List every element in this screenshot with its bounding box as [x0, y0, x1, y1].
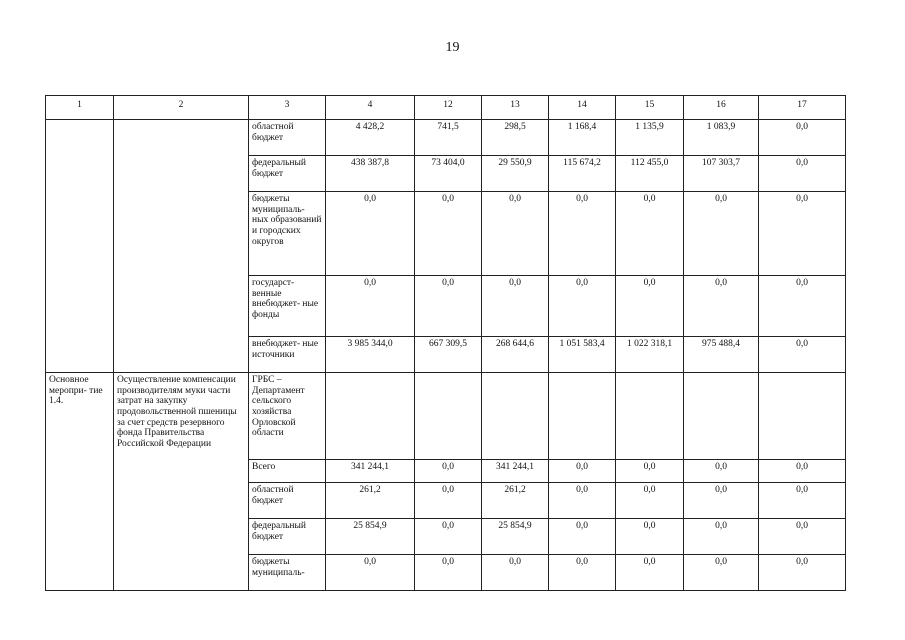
- value-cell: 0,0: [549, 483, 616, 519]
- value-cell: 0,0: [759, 483, 846, 519]
- value-cell: 0,0: [616, 460, 684, 483]
- value-cell: 0,0: [759, 337, 846, 373]
- value-cell: 0,0: [415, 460, 482, 483]
- funding-source: бюджеты муниципаль- ных образований и городских округов: [249, 192, 326, 276]
- value-cell: 73 404,0: [415, 156, 482, 192]
- value-cell: 261,2: [326, 483, 415, 519]
- value-cell: 0,0: [616, 483, 684, 519]
- value-cell: 0,0: [616, 519, 684, 555]
- value-cell: 0,0: [759, 519, 846, 555]
- value-cell: 0,0: [759, 192, 846, 276]
- value-cell: 1 135,9: [616, 120, 684, 156]
- value-cell: 0,0: [684, 555, 759, 591]
- value-cell: 975 488,4: [684, 337, 759, 373]
- value-cell: 29 550,9: [482, 156, 549, 192]
- value-cell: 1 083,9: [684, 120, 759, 156]
- value-cell: 341 244,1: [482, 460, 549, 483]
- value-cell: [415, 373, 482, 460]
- value-cell: 0,0: [759, 120, 846, 156]
- funding-source: внебюджет- ные источники: [249, 337, 326, 373]
- table-row: [46, 120, 846, 156]
- value-cell: 0,0: [326, 192, 415, 276]
- value-cell: 3 985 344,0: [326, 337, 415, 373]
- value-cell: 0,0: [549, 192, 616, 276]
- funding-source: федеральный бюджет: [249, 156, 326, 192]
- value-cell: 0,0: [759, 156, 846, 192]
- value-cell: 1 022 318,1: [616, 337, 684, 373]
- value-cell: 341 244,1: [326, 460, 415, 483]
- value-cell: 0,0: [326, 276, 415, 337]
- value-cell: 298,5: [482, 120, 549, 156]
- column-header: 4: [326, 96, 415, 120]
- value-cell: 0,0: [549, 555, 616, 591]
- funding-source: государст- венные внебюджет- ные фонды: [249, 276, 326, 337]
- value-cell: 0,0: [415, 483, 482, 519]
- value-cell: 25 854,9: [482, 519, 549, 555]
- column-header: 13: [482, 96, 549, 120]
- budget-table: [45, 95, 846, 591]
- value-cell: 0,0: [482, 555, 549, 591]
- column-header: 3: [249, 96, 326, 120]
- value-cell: [616, 373, 684, 460]
- value-cell: 0,0: [616, 276, 684, 337]
- value-cell: 4 428,2: [326, 120, 415, 156]
- table-row: [46, 373, 846, 460]
- value-cell: 0,0: [759, 555, 846, 591]
- description-cell-empty: [114, 120, 249, 373]
- value-cell: 667 309,5: [415, 337, 482, 373]
- funding-source: областной бюджет: [249, 483, 326, 519]
- value-cell: [482, 373, 549, 460]
- funding-source: федеральный бюджет: [249, 519, 326, 555]
- value-cell: 1 168,4: [549, 120, 616, 156]
- column-header: 12: [415, 96, 482, 120]
- value-cell: 741,5: [415, 120, 482, 156]
- page-number: 19: [445, 40, 460, 55]
- value-cell: 0,0: [415, 555, 482, 591]
- event-description: Осуществление компенсации производителям муки части затрат на закупку продовольственной пшеницы за счет средств резервного фонда Правительства Российской Федерации: [114, 373, 249, 591]
- value-cell: 115 674,2: [549, 156, 616, 192]
- funding-source: ГРБС – Департамент сельского хозяйства Орловской области: [249, 373, 326, 460]
- value-cell: 1 051 583,4: [549, 337, 616, 373]
- column-header: 2: [114, 96, 249, 120]
- value-cell: 0,0: [684, 192, 759, 276]
- value-cell: 0,0: [759, 276, 846, 337]
- value-cell: [684, 373, 759, 460]
- value-cell: 0,0: [415, 276, 482, 337]
- value-cell: 0,0: [616, 555, 684, 591]
- column-header: 14: [549, 96, 616, 120]
- value-cell: 0,0: [684, 276, 759, 337]
- value-cell: [759, 373, 846, 460]
- header-row: [46, 96, 846, 120]
- value-cell: 0,0: [616, 192, 684, 276]
- column-header: 15: [616, 96, 684, 120]
- funding-source: областной бюджет: [249, 120, 326, 156]
- value-cell: 0,0: [759, 460, 846, 483]
- value-cell: 25 854,9: [326, 519, 415, 555]
- event-cell-empty: [46, 120, 114, 373]
- value-cell: 112 455,0: [616, 156, 684, 192]
- value-cell: 0,0: [326, 555, 415, 591]
- value-cell: 0,0: [482, 192, 549, 276]
- funding-source: Всего: [249, 460, 326, 483]
- value-cell: 0,0: [549, 519, 616, 555]
- value-cell: [326, 373, 415, 460]
- value-cell: 0,0: [549, 276, 616, 337]
- value-cell: 0,0: [549, 460, 616, 483]
- value-cell: 268 644,6: [482, 337, 549, 373]
- column-header: 1: [46, 96, 114, 120]
- event-number: Основное меропри- тие 1.4.: [46, 373, 114, 591]
- column-header: 16: [684, 96, 759, 120]
- value-cell: 107 303,7: [684, 156, 759, 192]
- value-cell: [549, 373, 616, 460]
- value-cell: 261,2: [482, 483, 549, 519]
- value-cell: 0,0: [684, 460, 759, 483]
- funding-source: бюджеты муниципаль-: [249, 555, 326, 591]
- value-cell: 0,0: [415, 519, 482, 555]
- value-cell: 438 387,8: [326, 156, 415, 192]
- value-cell: 0,0: [684, 519, 759, 555]
- value-cell: 0,0: [415, 192, 482, 276]
- value-cell: 0,0: [482, 276, 549, 337]
- value-cell: 0,0: [684, 483, 759, 519]
- column-header: 17: [759, 96, 846, 120]
